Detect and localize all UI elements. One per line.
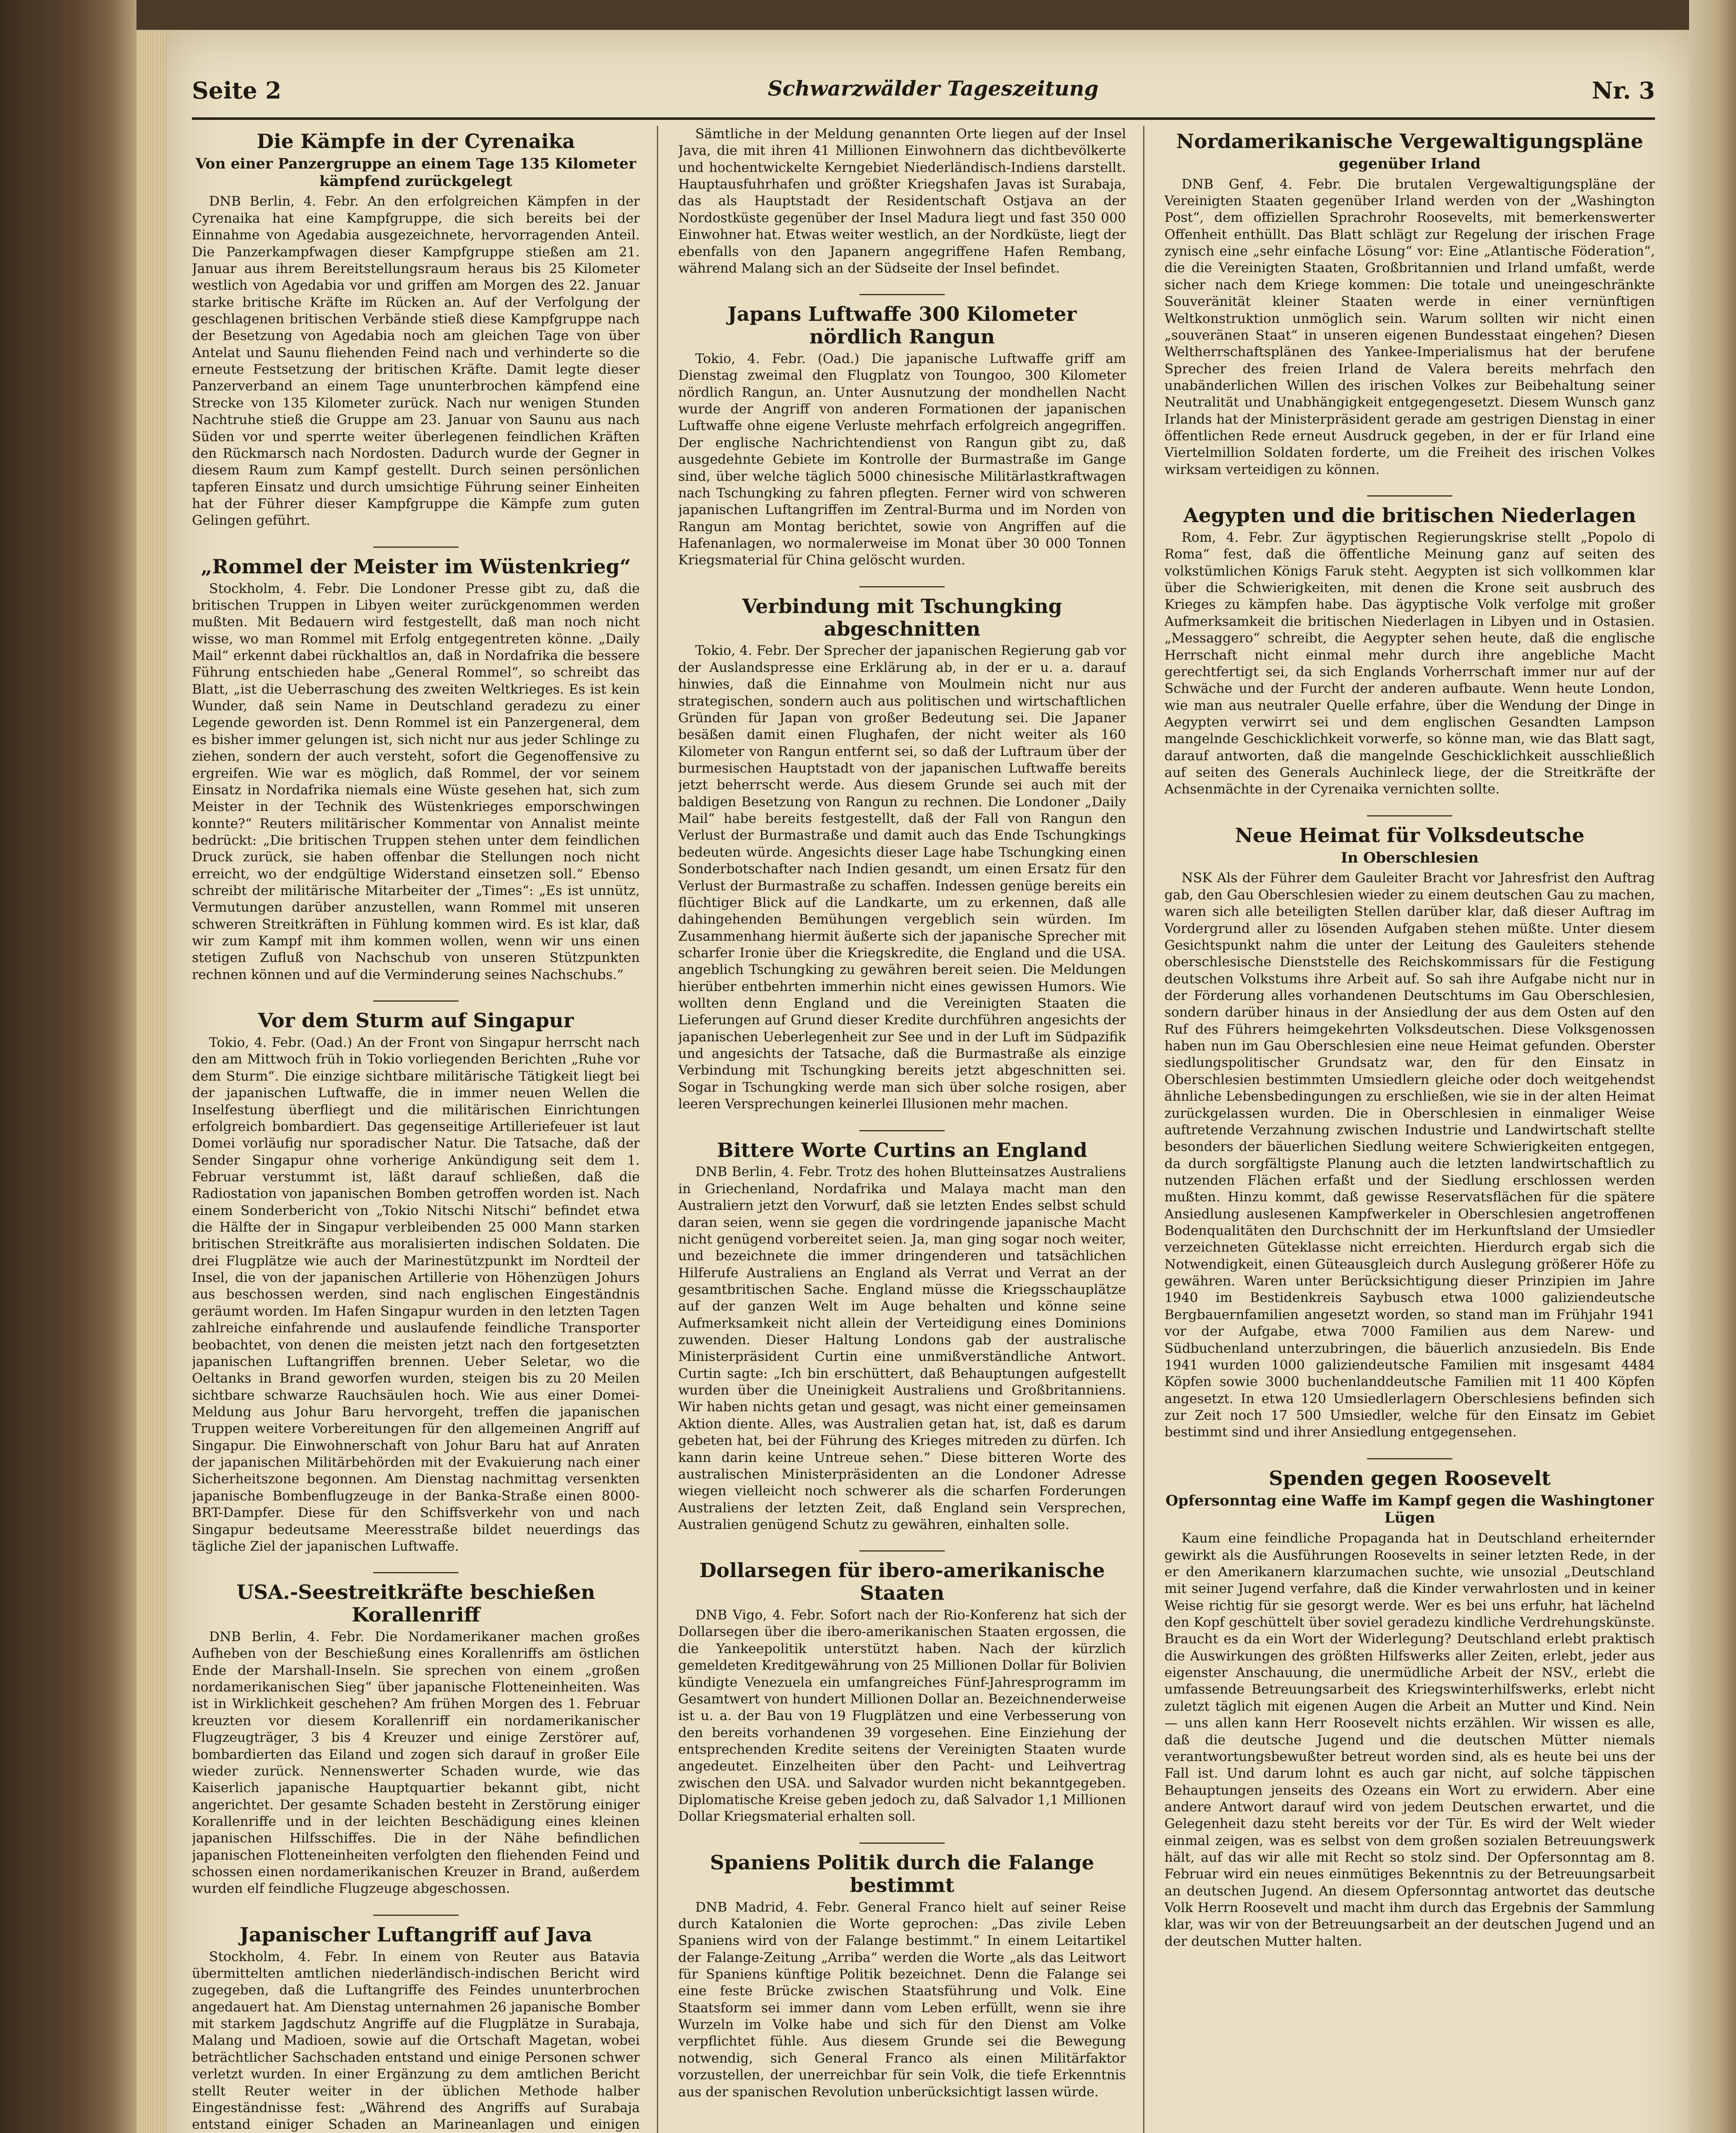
article-divider	[1367, 495, 1452, 497]
article	[678, 294, 1126, 569]
book-cover-left	[0, 0, 136, 2133]
book-cover-right	[1689, 0, 1736, 2133]
column-2	[678, 126, 1126, 2133]
article-body: DNB Berlin, 4. Febr. An den erfolgreichen Kämpfen in der Cyrenaika hat eine Kampfgruppe, die sich bereits bei der Einnahme von Agedabia ausgezeichnete, hervorragenden Anteil. Die Panzerkampfwagen dieser Kampfgruppe stießen am 21. Januar aus ihrem Bereitstellungsraum heraus bis 25 Kilometer westlich von Agedabia vor und griffen am Morgen des 22. Januar starke britische Kräfte im Rücken an. Auf der Verfolgung der geschlagenen britischen Verbände stieß diese Kampfgruppe nach der Besetzung von Agedabia noch am gleichen Tage von über Antelat und Saunu fliehenden Feind nach und verhinderte so die erneute Festsetzung der britischen Kräfte. Damit legte dieser Panzerverband an einem Tage ununterbrochen kämpfend eine Strecke von 135 Kilometer zurück. Nach nur wenigen Stunden Nachtruhe stieß die Gruppe am 23. Januar von Saunu aus nach Süden vor und sperrte weiter überlegenen feindlichen Kräften den Rückmarsch nach Nordosten. Dadurch wurde der Gegner in diesem Raum zum Kampf gestellt. Durch seinen persönlichen tapferen Einsatz und durch umsichtige Führung seiner Einheiten hat der Führer dieser Kampfgruppe die Kämpfe zum guten Gelingen geführt.	[192, 194, 640, 529]
article	[678, 126, 1126, 277]
article	[678, 1130, 1126, 1534]
column-3	[1164, 126, 1655, 2133]
article-headline: Neue Heimat für Volksdeutsche	[1235, 823, 1585, 847]
article-headline: „Rommel der Meister im Wüstenkrieg“	[200, 555, 631, 578]
article-divider	[373, 1000, 459, 1002]
article	[1164, 130, 1655, 478]
article-body: DNB Berlin, 4. Febr. Die Nordamerikaner machen großes Aufheben von der Beschießung eines Korallenriffs am östlichen Ende der Marshall-Inseln. Sie sprechen von einem „großen nordamerikanischen Sieg“ über japanische Flotteneinheiten. Was ist in Wirklichkeit geschehen? Am frühen Morgen des 1. Februar kreuzten vor diesem Korallenriff ein nordamerikanischer Flugzeugträger, 3 bis 4 Kreuzer und einige Zerstörer auf, bombardierten das Eiland und zogen sich darauf in großer Eile wieder zurück. Nennenswerter Schaden wurde, wie das Kaiserlich japanische Hauptquartier bekannt gibt, nicht angerichtet. Der gesamte Schaden besteht in Zerstörung einiger Korallenriffe und in der leichten Beschädigung eines kleinen japanischen Hilfsschiffes. Die in der Nähe befindlichen japanischen Flotteneinheiten verfolgten den fliehenden Feind und schossen einen nordamerikanischen Kreuzer in Brand, außerdem wurden elf feindliche Flugzeuge abgeschossen.	[192, 1629, 640, 1897]
article-headline: Nordamerikanische Vergewaltigungspläne	[1176, 130, 1643, 153]
newspaper-page	[166, 30, 1689, 2133]
newspaper-title: Schwarzwälder Tageszeitung	[768, 77, 1099, 101]
article-headline: Dollarsegen für ibero-amerikanische Staaten	[699, 1559, 1105, 1605]
article-headline: USA.-Seestreitkräfte beschießen Korallenriff	[236, 1581, 595, 1627]
article-body: Rom, 4. Febr. Zur ägyptischen Regierungskrise stellt „Popolo di Roma“ fest, daß die öffentliche Meinung ganz auf seiten des volkstümlichen Königs Faruk steht. Aegypten ist sich vollkommen klar über die Schwierigkeiten, mit denen die Krone seit ausbruch des Krieges zu kämpfen habe. Das ägyptische Volk verfolge mit großer Aufmerksamkeit die britischen Niederlagen in Libyen und in Ostasien. „Messaggero“ schreibt, die Aegypter sehen heute, daß die englische Herrschaft nicht einmal mehr durch ihre angebliche Macht gerechtfertigt sei, da sich Englands Vorherrschaft immer nur auf der Schwäche und der Furcht der anderen aufbaute. Wenn heute London, wie man aus neutraler Quelle erfahre, über die Wendung der Dinge in Aegypten verwirrt sei und dem englischen Gesandten Lampson mangelnde Geschicklichkeit vorwerfe, so könne man, wie das Blatt sagt, darauf antworten, daß die mangelnde Geschicklichkeit ausschließlich auf seiten des Generals Auchinleck liege, der die Streitkräfte der Achsenmächte in der Cyrenaika vernichten sollte.	[1164, 530, 1655, 797]
article	[678, 1550, 1126, 1825]
article-headline: Japans Luftwaffe 300 Kilometer nördlich Rangun	[727, 302, 1077, 349]
article-divider	[859, 1550, 945, 1552]
article-divider	[373, 1915, 459, 1916]
article-divider	[859, 294, 945, 295]
article-divider	[373, 546, 459, 548]
article-divider	[859, 586, 945, 587]
article-headline: Bittere Worte Curtins an England	[717, 1138, 1088, 1162]
article-body: Tokio, 4. Febr. Der Sprecher der japanischen Regierung gab vor der Auslandspresse eine Erklärung ab, in der er u. a. darauf hinwies, daß die Einnahme von Moulmein nicht nur aus strategischen, sondern auch aus politischen und wirtschaftlichen Gründen für Japan von großer Bedeutung sei. Die Japaner besäßen damit einen Flughafen, der nicht weiter als 160 Kilometer von Rangun entfernt sei, so daß der Luftraum über der burmesischen Hauptstadt von der japanischen Luftwaffe bereits jetzt beherrscht werde. Aus diesem Grunde sei auch mit der baldigen Besetzung von Rangun zu rechnen. Die Londoner „Daily Mail“ habe bereits festgestellt, daß der Fall von Rangun den Verlust der Burmastraße und damit auch das Ende Tschungkings bedeuten würde. Angesichts dieser Lage habe Tschungking einen Sonderbotschafter nach Indien gesandt, um einen Ersatz für den Verlust der Burmastraße zu schaffen. Indessen genüge bereits ein flüchtiger Blick auf die Landkarte, um zu erkennen, daß alle dahingehenden Bemühungen vergeblich sein würden. Im Zusammenhang hiermit äußerte sich der japanische Sprecher mit scharfer Ironie über die Kriegskredite, die England und die USA. angeblich Tschungking zu gewähren bereit seien. Die Meldungen hierüber entbehrten immerhin nicht eines gewissen Humors. Wie wollten denn England und die Vereinigten Staaten die Lieferungen auf Grund dieser Kredite durchführen angesichts der japanischen Ueberlegenheit zur See und in der Luft im Südpazifik und angesichts der Tatsache, daß die Burmastraße als einzige Verbindung mit Tschungking bereits jetzt abgeschnitten sei. Sogar in Tschungking werde man sich über solche rosigen, aber leeren Versprechungen keinerlei Illusionen mehr machen.	[678, 643, 1126, 1112]
article	[1164, 1458, 1655, 1950]
article	[1164, 815, 1655, 1441]
page-edges	[136, 30, 166, 2133]
article	[678, 586, 1126, 1113]
article-headline: Die Kämpfe in der Cyrenaika	[256, 130, 575, 153]
article-divider	[373, 1572, 459, 1573]
article-body: DNB Vigo, 4. Febr. Sofort nach der Rio-Konferenz hat sich der Dollarsegen über die ibero-amerikanischen Staaten ergossen, die die Yankeepolitik unterstützt haben. Nach der kürzlich gemeldeten Kreditgewährung von 25 Millionen Dollar für Bolivien kündigte Venezuela ein umfangreiches Fünf-Jahresprogramm im Gesamtwert von hundert Millionen Dollar an. Bezeichnenderweise ist u. a. der Bau von 19 Flugplätzen und eine Verbesserung von den bereits vorhandenen 39 vorgesehen. Eine Einziehung der entsprechenden Kredite seitens der Vereinigten Staaten wurde angedeutet. Einzelheiten über den Pacht- und Leihvertrag zwischen den USA. und Salvador wurden nicht bekanntgegeben. Diplomatische Kreise geben jedoch zu, daß Salvador 1,1 Millionen Dollar Kriegsmaterial erhalten soll.	[678, 1607, 1126, 1825]
column-rule	[1143, 126, 1144, 2133]
page-number: Seite 2	[192, 77, 282, 104]
article	[678, 1842, 1126, 2101]
article-divider	[1367, 1458, 1452, 1459]
article-body: Tokio, 4. Febr. (Oad.) An der Front von Singapur herrscht nach den am Mittwoch früh in Tokio vorliegenden Berichten „Ruhe vor dem Sturm“. Die einzige sichtbare militärische Tätigkeit liegt bei der japanischen Luftwaffe, die in immer neuen Wellen die Inselfestung überfliegt und die militärischen Einrichtungen erfolgreich bombardiert. Das gegenseitige Artilleriefeuer ist laut Domei vorläufig nur sporadischer Natur. Die Tatsache, daß der Sender Singapur ohne vorherige Ankündigung seit dem 1. Februar verstummt ist, läßt darauf schließen, daß die Radiostation von japanischen Bomben getroffen worden ist. Nach einem Sonderbericht von „Tokio Nitschi Nitschi“ befindet etwa die Hälfte der in Singapur verbleibenden 25 000 Mann starken britischen Streitkräfte aus moralisierten indischen Soldaten. Die drei Flugplätze wie auch der Marinestützpunkt im Nordteil der Insel, die von der japanischen Artillerie von Höhenzügen Johurs aus beschossen werden, sind nach englischen Eingeständnis geräumt worden. Im Hafen Singapur wurden in den letzten Tagen zahlreiche einfahrende und auslaufende feindliche Transporter beobachtet, von denen die meisten jetzt nach den fortgesetzten japanischen Luftangriffen brennen. Ueber Seletar, wo die Oeltanks in Brand geworfen wurden, steigen bis zu 20 Meilen sichtbare schwarze Rauchsäulen hoch. Wie aus einer Domei-Meldung aus Johur Baru hervorgeht, treffen die japanischen Truppen weitere Vorbereitungen für den allgemeinen Angriff auf Singapur. Die Einwohnerschaft von Johur Baru hat auf Anraten der japanischen Militärbehörden mit der Evakuierung nach einer Sicherheitszone begonnen. Am Dienstag nachmittag versenkten japanische Bombenflugzeuge in der Banka-Straße einen 8000-BRT-Dampfer. Diese für den Schiffsverkehr von und nach Singapur bedeutsame Meeresstraße bildet neuerdings das tägliche Ziel der japanischen Luftwaffe.	[192, 1035, 640, 1554]
article-body: DNB Madrid, 4. Febr. General Franco hielt auf seiner Reise durch Katalonien die Worte geprochen: „Das zivile Leben Spaniens wird von der Falange bestimmt.“ In einem Leitartikel der Falange-Zeitung „Arriba“ werden die Worte „als das Leitwort für Spaniens künftige Politik bezeichnet. Denn die Falange sei eine feste Brücke zwischen Staatsführung und Volk. Eine Staatsform sei immer dann vom Leben erfüllt, wenn sie ihre Wurzeln im Volke habe und sich für den Dienst am Volke verpflichtet fühle. Aus diesem Grunde sei die Bewegung notwendig, sich General Franco als einen Militärfaktor vorzustellen, der unerreichbar für sein Volk, die tiefe Erkenntnis aus der spanischen Revolution unberücksichtigt lassen würde.	[678, 1899, 1126, 2100]
article-headline: Verbindung mit Tschungking abgeschnitten	[742, 594, 1063, 640]
article-body: Stockholm, 4. Febr. Die Londoner Presse gibt zu, daß die britischen Truppen in Libyen weiter zurückgenommen werden mußten. Mit Bedauern wird festgestellt, daß man noch nicht wisse, wo man Rommel mit Erfolg entgegentreten könne. „Daily Mail“ erkennt dabei rückhaltlos an, daß in Nordafrika die bessere Führung entschieden habe „General Rommel“, so schreibt das Blatt, „ist die Ueberraschung des zweiten Weltkrieges. Es ist kein Wunder, daß sein Name in Deutschland geradezu zu einer Legende geworden ist. Denn Rommel ist ein Panzergeneral, dem es bisher immer gelungen ist, sich nicht nur aus jeder Schlinge zu ziehen, sondern der auch versteht, sofort die Gegenoffensive zu ergreifen. Wie war es möglich, daß Rommel, der vor seinem Einsatz in Nordafrika niemals eine Wüste gesehen hat, sich zum Meister in der Technik des Wüstenkrieges emporschwingen konnte?“ Reuters militärischer Kommentar von Annalist meinte bedrückt: „Die britischen Truppen stehen unter dem feindlichen Druck zurück, sie haben offenbar die Stellungen noch nicht erreicht, wo der endgültige Widerstand einsetzen soll.“ Ebenso schreibt der militärische Mitarbeiter der „Times“: „Es ist unnütz, Vermutungen darüber anzustellen, wann Rommel mit unseren schweren Streitkräften in Fühlung kommen wird. Es ist klar, daß wir zum Kampf mit ihm kommen wollen, wenn wir uns einen stetigen Zufluß von Nachschub von unseren Stützpunkten rechnen können und auf die Verminderung seines Nachschubs.“	[192, 581, 640, 982]
article-headline: Vor dem Sturm auf Singapur	[258, 1009, 574, 1032]
article-body: DNB Genf, 4. Febr. Die brutalen Vergewaltigungspläne der Vereinigten Staaten gegenüber Irland werden von der „Washington Post“, dem offiziellen Sprachrohr Roosevelts, mit bemerkenswerter Offenheit enthüllt. Das Blatt schlägt zur Regelung der irischen Frage zynisch eine „sehr einfache Lösung“ vor: Eine „Atlantische Föderation“, die die Vereinigten Staaten, Großbritannien und Irland umfaßt, werde sicher nach dem Kriege kommen: Die totale und uneingeschränkte Souveränität kleiner Staaten werde in einer vernünftigen Weltkonstruktion unmöglich sein. Warum sollten wir nicht einen „souveränen Staat“ in unseren eigenen Bundesstaat eingehen? Diesen Weltherrschaftsplänen des Yankee-Imperialismus hat der berufene Sprecher des freien Irland de Valera bereits mehrfach den unabänderlichen Willen des irischen Volkes zur Beibehaltung seiner Neutralität und Unabhängigkeit entgegengesetzt. Diesem Wunsch ganz Irlands hat der Ministerpräsident gerade am gestrigen Dienstag in einer öffentlichen Rede erneut Ausdruck gegeben, in der er für Irland eine Viertelmillion Soldaten forderte, um die Freiheit des irischen Volkes wirksam verteidigen zu können.	[1164, 176, 1655, 477]
article-subheadline: gegenüber Irland	[1338, 155, 1481, 172]
article-subheadline: Von einer Panzergruppe an einem Tage 135 Kilometer kämpfend zurückgelegt	[195, 155, 636, 190]
article-body: DNB Berlin, 4. Febr. Trotz des hohen Blutteinsatzes Australiens in Griechenland, Nordafrika und Malaya macht man den Australiern jetzt den Vorwurf, daß sie letzten Endes selbst schuld daran seien, wenn sie gegen die vordringende japanische Macht nicht genügend vorbereitet seien. Ja, man ging sogar noch weiter, und bezeichnete die immer dringenderen und tatsächlichen Hilferufe Australiens an England als Verrat und Verrat an der gesamtbritischen Sache. England müsse die Kriegsschauplätze auf der ganzen Welt im Auge behalten und könne seine Aufmerksamkeit nicht allein der Verteidigung eines Dominions zuwenden. Dieser Haltung Londons gab der australische Ministerpräsident Curtin eine unmißverständliche Antwort. Curtin sagte: „Ich bin erschüttert, daß Behauptungen aufgestellt wurden über die Uneinigkeit Australiens und Großbritanniens. Wir haben nichts getan und gesagt, was nicht einer gemeinsamen Aktion diente. Alles, was Australien getan hat, ist, daß es darum gebeten hat, bei der Führung des Krieges mitreden zu dürfen. Ich kann darin keine Untreue sehen.“ Diese bitteren Worte des australischen Ministerpräsidenten an die Londoner Adresse wiegen vielleicht noch schwerer als die scharfen Forderungen Australiens der letzten Zeit, daß England sein Versprechen, Australien genügend Schutz zu gewähren, einhalten solle.	[678, 1164, 1126, 1532]
header-rule	[192, 117, 1655, 120]
article-body: Sämtliche in der Meldung genannten Orte liegen auf der Insel Java, die mit ihren 41 Millionen Einwohnern das dichtbevölkerte und hochentwickelte Kerngebiet Niederländisch-Indiens darstellt. Hauptausfuhrhafen und größter Kriegshafen Javas ist Surabaja, das als Hauptstadt der Residentschaft Ostjava an der Nordostküste gegenüber der Insel Madura liegt und fast 350 000 Einwohner hat. Etwas weiter westlich, an der Nordküste, liegt der ebenfalls von den Japanern angegriffene Hafen Rembang, während Malang sich an der Südseite der Insel befindet.	[678, 126, 1126, 276]
article	[192, 546, 640, 984]
article-headline: Aegypten und die britischen Niederlagen	[1183, 504, 1636, 527]
article-divider	[859, 1842, 945, 1844]
article	[192, 1572, 640, 1898]
article-body: Stockholm, 4. Febr. In einem von Reuter aus Batavia übermittelten amtlichen niederländisch-indischen Bericht wird zugegeben, daß die Luftangriffe des Feindes ununterbrochen angedauert hat. Am Dienstag unternahmen 26 japanische Bomber mit starkem Jagdschutz Angriffe auf die Flugplätze in Surabaja, Malang und Madioen, sowie auf die Ortschaft Magetan, wobei beträchtlicher Sachschaden entstand und einige Personen schwer verletzt wurden. In einer Ergänzung zu dem amtlichen Bericht stellt Reuter weiter in der üblichen Methode halber Eingeständnisse fest: „Während des Angriffs auf Surabaja entstand einiger Schaden an Marineanlagen und einigen	[192, 1949, 640, 2133]
issue-number: Nr. 3	[1591, 77, 1655, 104]
article-body: Tokio, 4. Febr. (Oad.) Die japanische Luftwaffe griff am Dienstag zweimal den Flugplatz von Toungoo, 300 Kilometer nördlich Rangun, an. Unter Ausnutzung der mondhellen Nacht wurde der Angriff von anderen Formationen der japanischen Luftwaffe ohne eigene Verluste mehrfach erfolgreich angegriffen. Der englische Nachrichtendienst von Rangun gibt zu, daß ausgedehnte Gebiete im Kontrolle der Burmastraße im Gange sind, über welche täglich 5000 chinesische Militärlastkraftwagen nach Tschungking zu fahren pflegten. Ferner wird von schweren japanischen Luftangriffen im Zentral-Burma und im Norden von Rangun am Montag berichtet, sowie von Angriffen auf die Hafenanlagen, wo normalerweise im Monat über 30 000 Tonnen Kriegsmaterial für China gelöscht wurden.	[678, 351, 1126, 568]
page-header	[192, 77, 1655, 115]
article	[192, 130, 640, 529]
article-subheadline: Opfersonntag eine Waffe im Kampf gegen die Washingtoner Lügen	[1165, 1492, 1654, 1527]
article-headline: Spaniens Politik durch die Falange bestimmt	[710, 1851, 1094, 1897]
column-1	[192, 126, 640, 2133]
article-subheadline: In Oberschlesien	[1341, 849, 1479, 866]
article-divider	[859, 1130, 945, 1131]
article-headline: Japanischer Luftangriff auf Java	[239, 1923, 592, 1946]
column-rule	[657, 126, 658, 2133]
article	[1164, 495, 1655, 798]
article-body: NSK Als der Führer dem Gauleiter Bracht vor Jahresfrist den Auftrag gab, den Gau Oberschlesien wieder zu einem deutschen Gau zu machen, waren sich alle beteiligten Stellen darüber klar, daß dieser Auftrag im Vordergrund aller zu lösenden Aufgaben stehen müßte. Unter diesem Gesichtspunkt nahm die unter der Leitung des Gauleiters stehende oberschlesische Dienststelle des Reichskommissars für die Festigung deutschen Volkstums ihre Arbeit auf. So sah ihre Aufgabe nicht nur in der Förderung alles vorhandenen Deutschtums im Gau Oberschlesien, sondern darüber hinaus in der Ansiedlung der aus dem Osten auf den Ruf des Führers heimgekehrten Volksdeutschen. Diese Volksgenossen haben nun im Gau Oberschlesien eine neue Heimat gefunden. Oberster siedlungspolitischer Grundsatz war, den für den Einsatz in Oberschlesien bestimmten Umsiedlern gleiche oder doch weitgehendst ähnliche Lebensbedingungen zu erschließen, wie sie in der alten Heimat zurückgelassen wurden. Die in Oberschlesien in einmaliger Weise auftretende Verzahnung zwischen Industrie und Landwirtschaft stellte besonders der bäuerlichen Siedlung weitere Schwierigkeiten entgegen, da durch sorgfältigste Planung auch die letzten landwirtschaftlich zu nutzenden Flächen erfaßt und der Siedlung erschlossen werden mußten. Hinzu kommt, daß gewisse Reservatsflächen für die spätere Ansiedlung auslesenen Kampfwerkeler in Oberschlesien angetroffenen Bodenqualitäten den Durchschnitt der im Herkunftsland der Umsiedler verzeichneten Güteklasse nicht erreichten. Hierdurch ergab sich die Notwendigkeit, einen Güteausgleich durch Auslegung größerer Höfe zu gewähren. Waren unter Berücksichtigung dieser Prinzipien im Jahre 1940 im Bestidenkreis Saybusch etwa 1000 galiziendeutsche Bergbauernfamilien angesetzt worden, so stand man im Frühjahr 1941 vor der Aufgabe, etwa 7000 Familien aus dem Narew- und Südbuchenland unterzubringen, die bäuerlich anzusiedeln. Bis Ende 1941 wurden 1000 galiziendeutsche Familien mit insgesamt 4484 Köpfen sowie 3000 buchenlanddeutsche Familien mit 11 400 Köpfen angesetzt. In etwa 120 Umsiedlerlagern Oberschlesiens befinden sich zur Zeit noch 17 500 Umsiedler, welche für den Einsatz im Gebiet bestimmt sind und ihrer Ansiedlung entgegensehen.	[1164, 870, 1655, 1440]
article-headline: Spenden gegen Roosevelt	[1269, 1466, 1551, 1490]
article-body: Kaum eine feindliche Propaganda hat in Deutschland erheiternder gewirkt als die Ausführungen Roosevelts in seiner letzten Rede, in der er den Amerikanern klarzumachen suchte, wie unsozial „Deutschland mit seiner Jugend verfahre, daß die Kinder verwahrlosten und in keiner Weise richtig für sie gesorgt werde. Wer es bei uns erfuhr, hat lächelnd den Kopf geschüttelt über soviel geradezu kindliche Verdrehungskünste. Braucht es da ein Wort der Widerlegung? Deutschland erlebt praktisch die Auswirkungen des größten Hilfswerks aller Zeiten, erlebt, jeder aus eigenster Anschauung, die unermüdliche Arbeit der NSV., erlebt die umfassende Betreuungsarbeit des Kriegswinterhilfswerks, erlebt nicht zuletzt täglich mit eigenen Augen die Arbeit an Mutter und Kind. Nein — uns allen kann Herr Roosevelt nichts erzählen. Wir wissen es alle, daß die deutsche Jugend und die deutschen Mütter niemals verantwortungsbewußter betreut worden sind, als es heute bei uns der Fall ist. Und darum lohnt es auch gar nicht, auf solche täppischen Behauptungen jenseits des Ozeans ein Wort zu erwidern. Aber eine andere Antwort darauf wird von jedem Deutschen erwartet, und die Gelegenheit dazu steht bereits vor der Tür. Es wird der Welt wieder einmal zeigen, was es selbst von dem großen sozialen Betreuungswerk hält, auf das wir alle mit Recht so stolz sind. Der Opfersonntag am 8. Februar wird ein neues einmütiges Bekenntnis zu der Betreuungsarbeit an deutschen Jugend. An diesem Opfersonntag antwortet das deutsche Volk Herrn Roosevelt und macht ihm durch das Ergebnis der Sammlung klar, was wir von der Betreuungsarbeit an der deutschen Jugend und an der deutschen Mutter halten.	[1164, 1531, 1655, 1949]
article-divider	[1367, 815, 1452, 817]
article	[192, 1000, 640, 1555]
article	[192, 1915, 640, 2133]
